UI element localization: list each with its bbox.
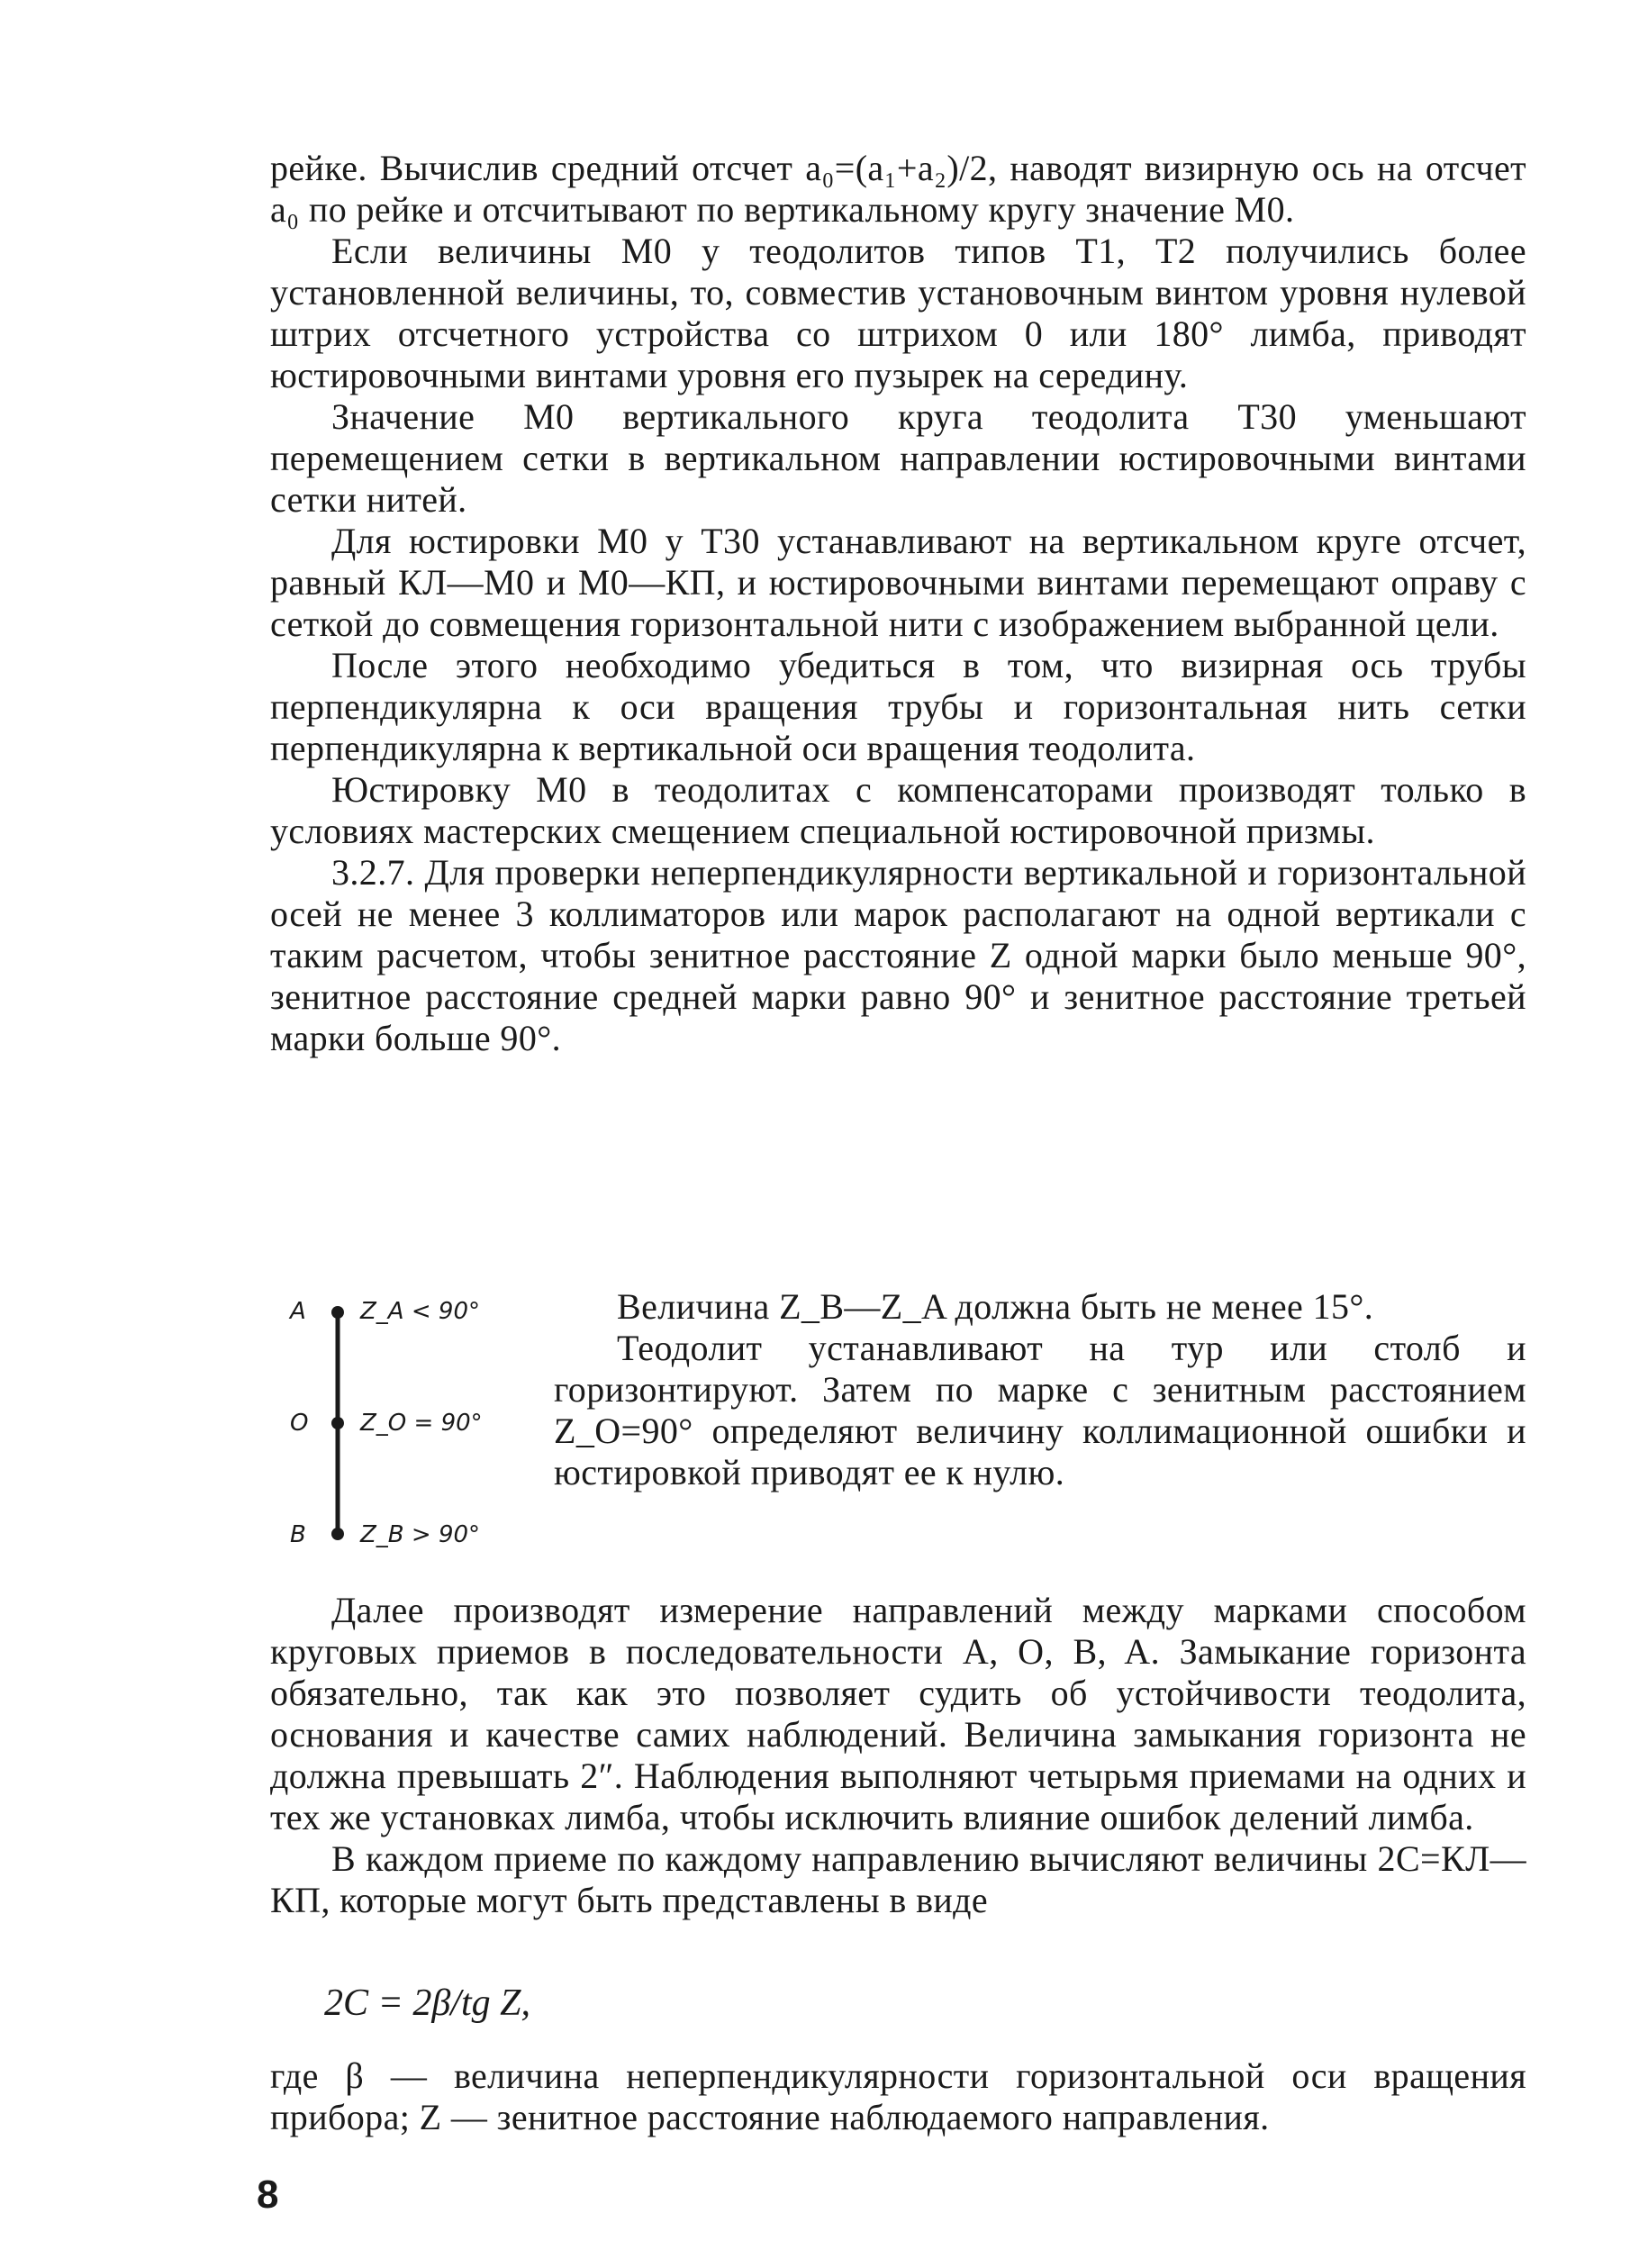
paragraph-zb-za: Величина Z_B—Z_A должна быть не менее 15°. xyxy=(617,1286,1374,1327)
text-block-bottom xyxy=(270,2055,1526,2138)
point-a-marker xyxy=(331,1306,344,1319)
paragraph-definitions: где β — величина неперпендикулярности горизонтальной оси вращения прибора; Z — зенитное расстояние наблюдаемого направления. xyxy=(270,2055,1526,2137)
paragraph-measurement: Далее производят измерение направлений между марками способом круговых приемов в последовательности A, O, B, A. Замыкание горизонта обязательно, так как это позволяет судить об устойчивости теодолита, основания и качестве самих наблюдений. Величина замыкания горизонта не должна превышать 2″. Наблюдения выполняют четырьмя приемами на одних и тех же установках лимба, чтобы исключить влияние ошибок делений лимба. xyxy=(270,1590,1526,1837)
point-o-marker xyxy=(331,1417,344,1429)
point-a-condition: Z_A < 90° xyxy=(360,1298,480,1325)
paragraph-section-3-2-7: 3.2.7. Для проверки неперпендикулярности вертикальной и горизонтальной осей не менее 3 коллиматоров или марок располагают на одной вертикали с таким расчетом, чтобы зенитное расстояние Z одной марки было меньше 90°, зенитное расстояние средней марки равно 90° и зенитное расстояние третьей марки больше 90°. xyxy=(270,852,1526,1058)
paragraph-adjust-t30: Для юстировки М0 у Т30 устанавливают на вертикальном круге отсчет, равный КЛ—М0 и М0—КП, и юстировочными винтами перемещают оправу с сеткой до совмещения горизонтальной нити с изображением выбранной цели. xyxy=(270,521,1526,644)
paragraph-continuation: рейке. Вычислив средний отсчет a₀=(a₁+a₂)/2, наводят визирную ось на отсчет a₀ по рейке и отсчитывают по вертикальному кругу значение М0. xyxy=(270,148,1526,230)
page-number: 8 xyxy=(257,2173,279,2217)
paragraph-compensator: Юстировку М0 в теодолитах с компенсаторами производят только в условиях мастерских смещением специальной юстировочной призмы. xyxy=(270,769,1526,851)
paragraph-2c: В каждом приеме по каждому направлению вычисляют величины 2C=КЛ—КП, которые могут быть представлены в виде xyxy=(270,1838,1526,1920)
paragraph-check-axis: После этого необходимо убедиться в том, что визирная ось трубы перпендикулярна к оси вращения трубы и горизонтальная нить сетки перпендикулярна к вертикальной оси вращения теодолита. xyxy=(270,645,1526,768)
paragraph-m0-t1-t2: Если величины М0 у теодолитов типов Т1, Т2 получились более установленной величины, то, совместив установочным винтом уровня нулевой штрих отсчетного устройства со штрихом 0 или 180° лимба, приводят юстировочными винтами уровня его пузырек на середину. xyxy=(270,231,1526,395)
point-b-condition: Z_B > 90° xyxy=(360,1521,481,1548)
point-o-condition: Z_O = 90° xyxy=(360,1410,483,1437)
text-block-top xyxy=(270,148,1526,1059)
point-b-marker xyxy=(331,1528,344,1540)
point-o-label: O xyxy=(290,1410,309,1437)
text-block-middle xyxy=(270,1590,1526,1921)
formula-2c: 2C = 2β/tg Z, xyxy=(324,1982,530,2024)
text-block-beside-diagram xyxy=(554,1286,1526,1493)
collimator-diagram xyxy=(270,1293,522,1563)
point-a-label: A xyxy=(290,1298,306,1325)
point-b-label: B xyxy=(290,1521,306,1548)
paragraph-theodolite-setup: Теодолит устанавливают на тур или столб и горизонтируют. Затем по марке с зенитным расстоянием Z_O=90° определяют величину коллимационной ошибки и юстировкой приводят ее к нулю. xyxy=(554,1328,1526,1492)
paragraph-m0-t30: Значение М0 вертикального круга теодолита Т30 уменьшают перемещением сетки в вертикальном направлении юстировочными винтами сетки нитей. xyxy=(270,396,1526,520)
